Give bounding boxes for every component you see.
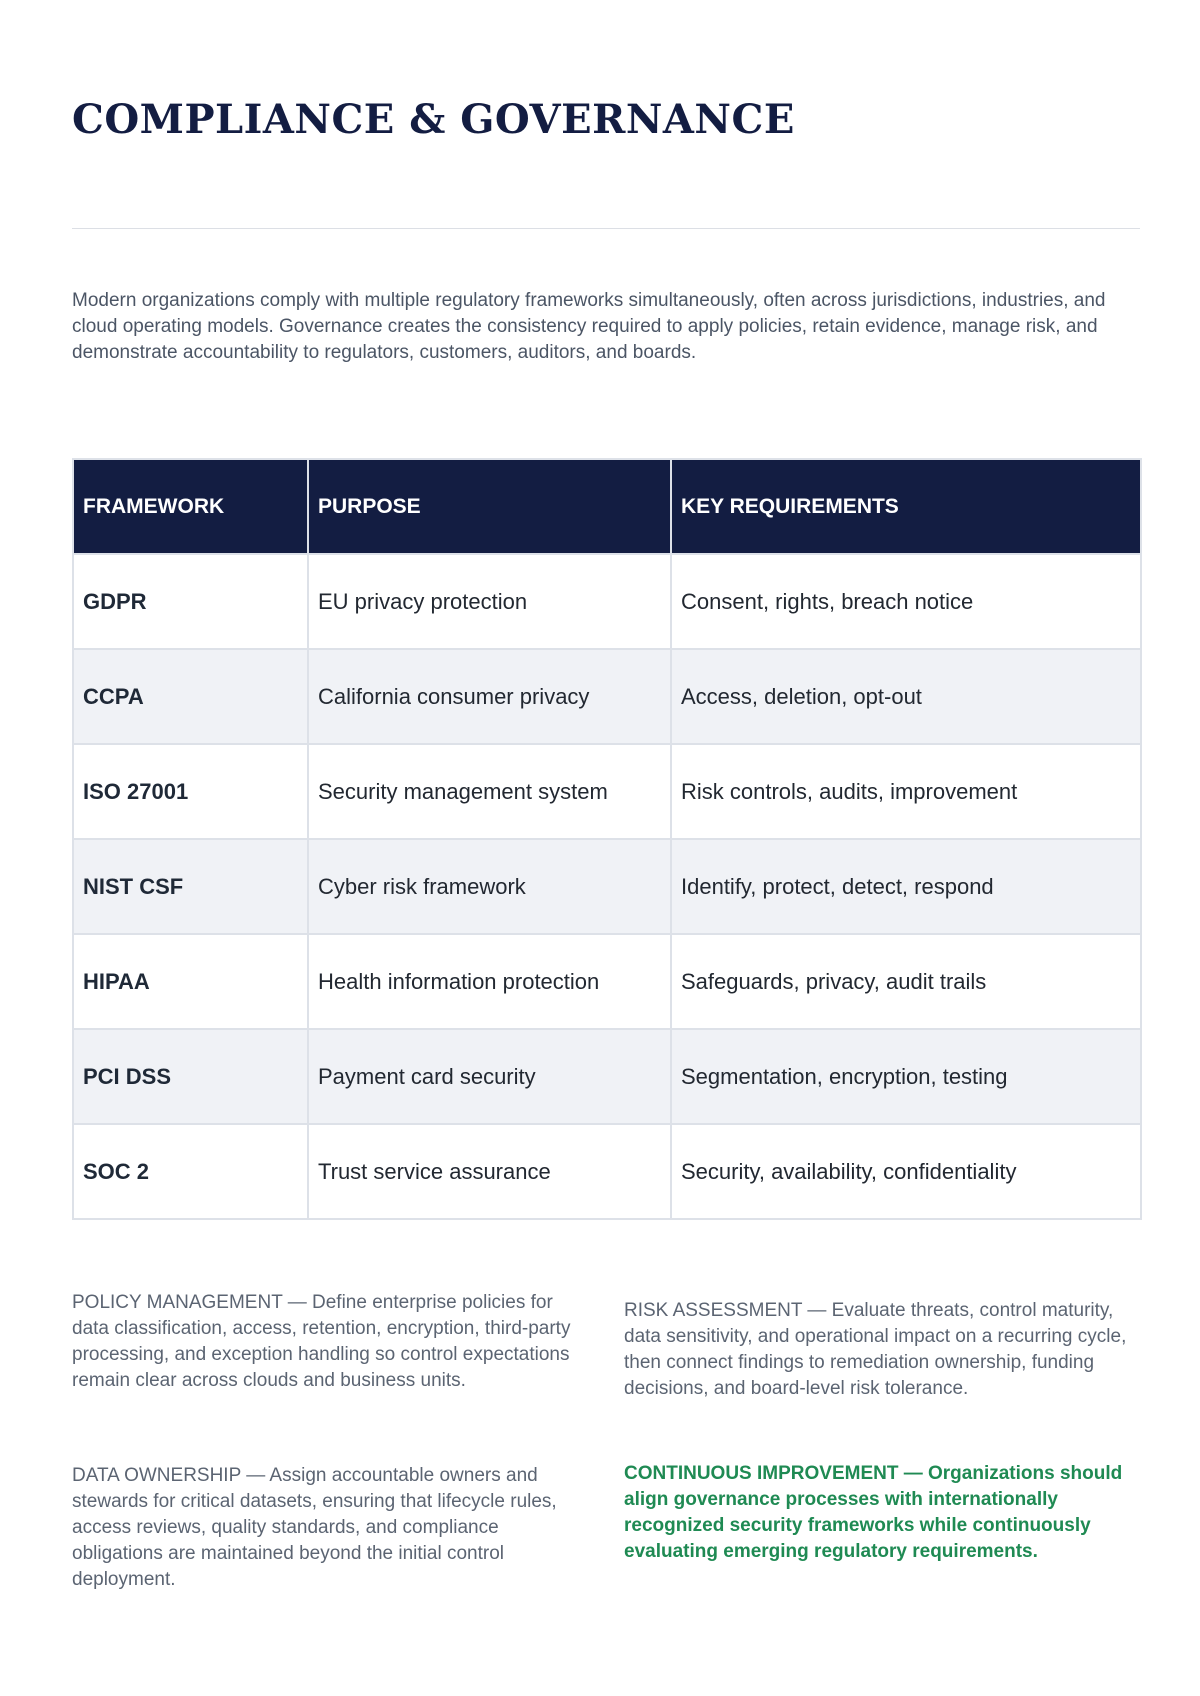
purpose-cell: Cyber risk framework <box>308 839 671 934</box>
framework-cell: NIST CSF <box>73 839 308 934</box>
requirements-cell: Risk controls, audits, improvement <box>671 744 1141 839</box>
purpose-cell: Trust service assurance <box>308 1124 671 1219</box>
requirements-cell: Consent, rights, breach notice <box>671 554 1141 649</box>
framework-cell: SOC 2 <box>73 1124 308 1219</box>
header-purpose: PURPOSE <box>308 459 671 554</box>
requirements-cell: Identify, protect, detect, respond <box>671 839 1141 934</box>
framework-cell: HIPAA <box>73 934 308 1029</box>
table-row <box>73 1029 1141 1124</box>
framework-cell: CCPA <box>73 649 308 744</box>
requirements-cell: Segmentation, encryption, testing <box>671 1029 1141 1124</box>
page-title: COMPLIANCE & GOVERNANCE <box>72 96 795 143</box>
framework-cell: ISO 27001 <box>73 744 308 839</box>
table-row <box>73 649 1141 744</box>
data-ownership-note: DATA OWNERSHIP — Assign accountable owners and stewards for critical datasets, ensuring that lifecycle rules, access reviews, quality standards, and compliance obligations are maintained beyond the initial control deployment. <box>72 1465 557 1590</box>
continuous-improvement-note: CONTINUOUS IMPROVEMENT — Organizations should align governance processes with internationally recognized security frameworks while continuously evaluating emerging regulatory requirements. <box>624 1463 1123 1562</box>
purpose-cell: California consumer privacy <box>308 649 671 744</box>
table-header-row <box>73 459 1141 554</box>
table-row <box>73 554 1141 649</box>
requirements-cell: Security, availability, confidentiality <box>671 1124 1141 1219</box>
table-row <box>73 1124 1141 1219</box>
title-divider <box>72 228 1140 229</box>
purpose-cell: Payment card security <box>308 1029 671 1124</box>
frameworks-table <box>72 458 1142 1220</box>
purpose-cell: EU privacy protection <box>308 554 671 649</box>
framework-cell: GDPR <box>73 554 308 649</box>
risk-assessment-note: RISK ASSESSMENT — Evaluate threats, control maturity, data sensitivity, and operational impact on a recurring cycle, then connect findings to remediation ownership, funding decisions, and board-level risk tolerance. <box>624 1300 1127 1399</box>
table-row <box>73 934 1141 1029</box>
table-row <box>73 744 1141 839</box>
purpose-cell: Health information protection <box>308 934 671 1029</box>
header-key-requirements: KEY REQUIREMENTS <box>671 459 1141 554</box>
header-framework: FRAMEWORK <box>73 459 308 554</box>
intro-paragraph: Modern organizations comply with multiple regulatory frameworks simultaneously, often across jurisdictions, industries, and cloud operating models. Governance creates the consistency required to apply policies, retain evidence, manage risk, and demonstrate accountability to regulators, customers, auditors, and boards. <box>72 290 1106 363</box>
framework-cell: PCI DSS <box>73 1029 308 1124</box>
policy-management-note: POLICY MANAGEMENT — Define enterprise policies for data classification, access, retention, encryption, third-party processing, and exception handling so control expectations remain clear across clouds and business units. <box>72 1292 571 1391</box>
requirements-cell: Safeguards, privacy, audit trails <box>671 934 1141 1029</box>
requirements-cell: Access, deletion, opt-out <box>671 649 1141 744</box>
purpose-cell: Security management system <box>308 744 671 839</box>
table-row <box>73 839 1141 934</box>
